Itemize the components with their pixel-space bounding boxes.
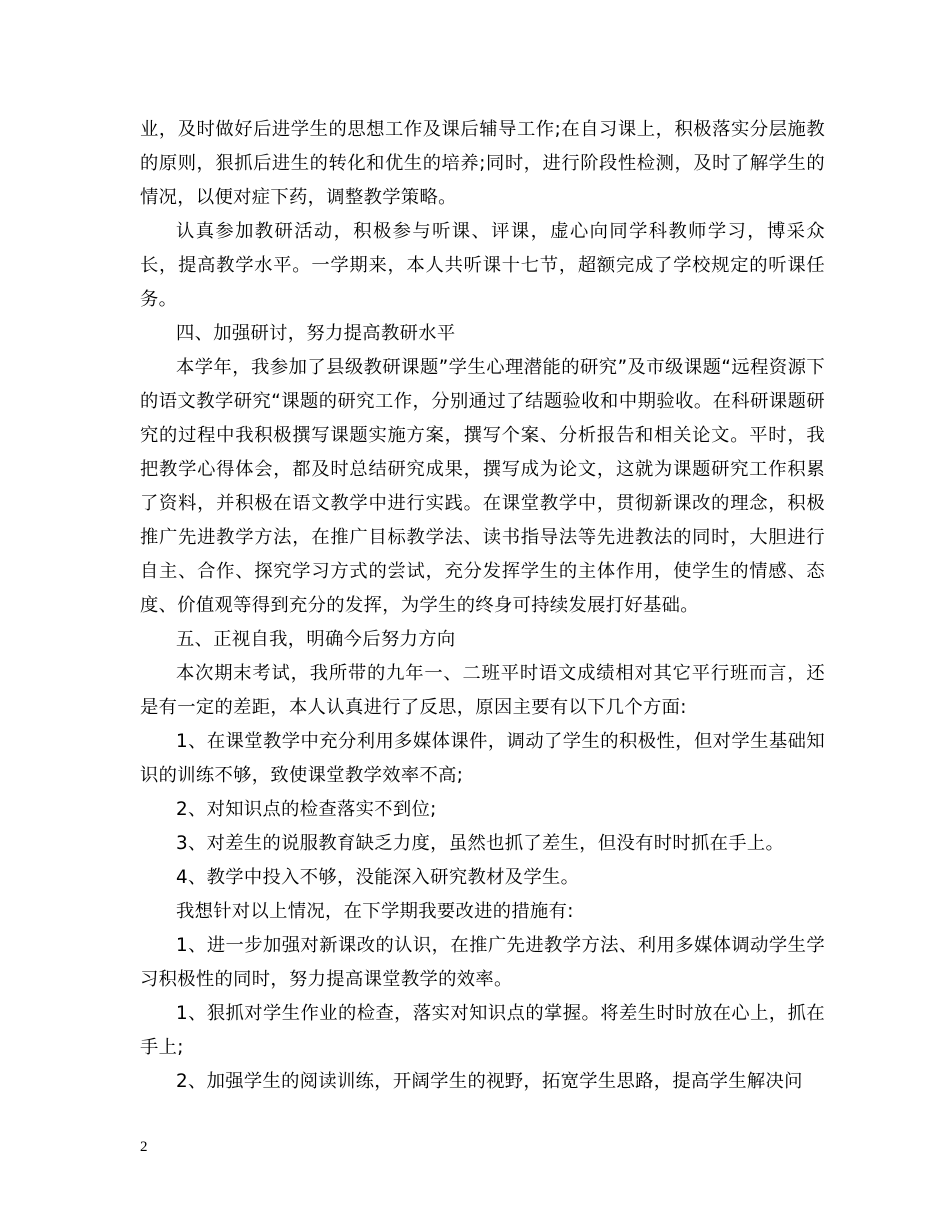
paragraph-4: 本次期末考试，我所带的九年一、二班平时语文成绩相对其它平行班而言，还是有一定的差距，本人认真进行了反思，原因主要有以下几个方面: [140, 663, 825, 718]
page-number: 2 [140, 1139, 148, 1155]
paragraph-5: 我想针对以上情况，在下学期我要改进的措施有: [176, 901, 574, 922]
list-item-measure-1: 1、进一步加强对新课改的认识，在推广先进教学方法、利用多媒体调动学生学习积极性的同时，努力提高课堂教学的效率。 [140, 935, 825, 990]
list-item-reason-1: 1、在课堂教学中充分利用多媒体课件，调动了学生的积极性，但对学生基础知识的训练不够，致使课堂教学效率不高; [140, 731, 825, 786]
list-item-reason-3: 3、对差生的说服教育缺乏力度，虽然也抓了差生，但没有时时抓在手上。 [176, 833, 785, 854]
list-item-measure-3: 2、加强学生的阅读训练，开阔学生的视野，拓宽学生思路，提高学生解决问 [176, 1071, 803, 1092]
section-heading-5: 五、正视自我，明确今后努力方向 [176, 629, 456, 650]
section-heading-4: 四、加强研讨，努力提高教研水平 [176, 323, 456, 344]
list-item-measure-2: 1、狠抓对学生作业的检查，落实对知识点的掌握。将差生时时放在心上，抓在手上; [140, 1003, 825, 1058]
paragraph-1: 业，及时做好后进学生的思想工作及课后辅导工作;在自习课上，积极落实分层施教的原则，狠抓后进生的转化和优生的培养;同时，进行阶段性检测，及时了解学生的情况，以便对症下药，调整教学策略。 [140, 119, 825, 208]
document-body [140, 113, 825, 1099]
paragraph-3: 本学年，我参加了县级教研课题”学生心理潜能的研究”及市级课题“远程资源下的语文教学研究“课题的研究工作，分别通过了结题验收和中期验收。在科研课题研究的过程中我积极撰写课题实施方案，撰写个案、分析报告和相关论文。平时，我把教学心得体会，都及时总结研究成果，撰写成为论文，这就为课题研究工作积累了资料，并积极在语文教学中进行实践。在课堂教学中，贯彻新课改的理念，积极推广先进教学方法，在推广目标教学法、读书指导法等先进教法的同时，大胆进行自主、合作、探究学习方式的尝试，充分发挥学生的主体作用，使学生的情感、态度、价值观等得到充分的发挥，为学生的终身可持续发展打好基础。 [140, 357, 825, 616]
list-item-reason-4: 4、教学中投入不够，没能深入研究教材及学生。 [176, 867, 580, 888]
paragraph-2: 认真参加教研活动，积极参与听课、评课，虚心向同学科教师学习，博采众长，提高教学水平。一学期来，本人共听课十七节，超额完成了学校规定的听课任务。 [140, 221, 825, 310]
list-item-reason-2: 2、对知识点的检查落实不到位; [176, 799, 437, 820]
